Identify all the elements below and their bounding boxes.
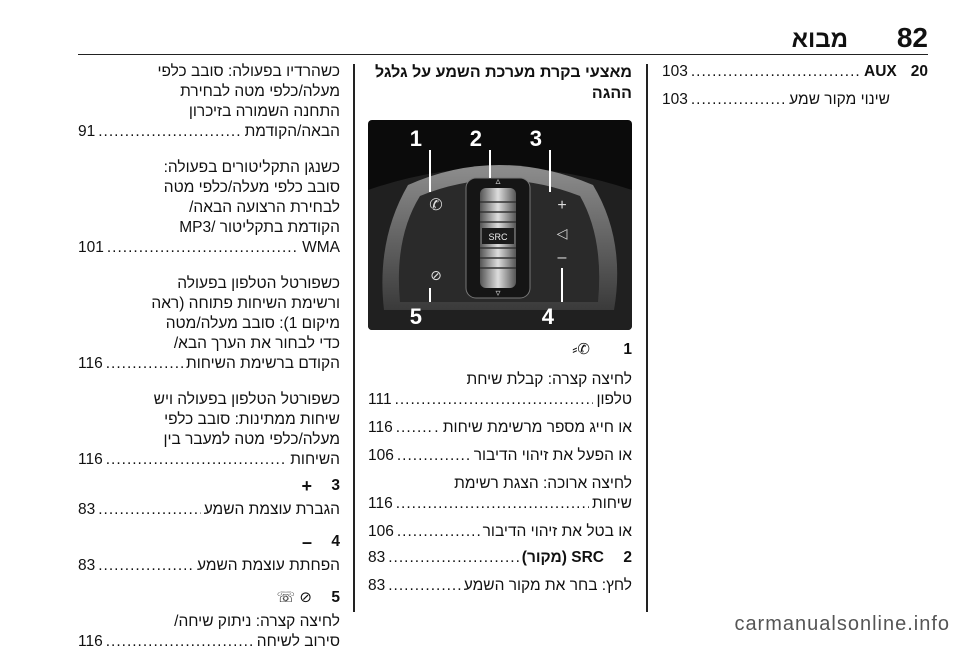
src-label: SRC [488, 232, 508, 242]
volume-icon: ◁ [556, 225, 568, 241]
callout-4: 4 [541, 304, 554, 329]
item-number: 1 [623, 341, 632, 358]
toc-column [662, 62, 928, 110]
column-divider-2 [646, 64, 648, 612]
item-2 [368, 548, 632, 596]
toc-page: 103 [662, 91, 688, 108]
column-divider-1 [353, 64, 355, 612]
item-5 [78, 588, 340, 610]
text-line: או חייג מספר מרשימת שיחות . ..... 116 [368, 418, 632, 438]
radio-block: כשהרדיו בפעולה: סובב כלפי מעלה/כלפי מטה לבחירת התחנה השמורה בזיכרון הבאה/הקודמת ..... 91 [78, 62, 340, 142]
minus-icon: – [301, 532, 312, 552]
text-line: לחץ: בחר את מקור השמע ..... 83 [368, 576, 632, 596]
item-number: 2 [623, 549, 632, 566]
section-title: מאצעי בקרת מערכת השמע על גלגל ההגה [374, 64, 632, 102]
text-line: או הפעל את זיהוי הדיבור ..... 106 [368, 446, 632, 466]
toc-num: 20 [910, 63, 928, 80]
item-number: 3 [331, 477, 340, 494]
cd-player-block: כשנגן התקליטורים בפעולה: סובב כלפי מעלה/כלפי מטה לבחירת הרצועה הבאה/ הקודמת בתקליטור /MP3 WMA ..... 101 [78, 158, 340, 258]
text-line: שיחות ..... 116 [368, 494, 632, 514]
phone-list-block: כשפורטל הטלפון בפעולה ורשימת השיחות פתוחה (ראה מיקום 1): סובב מעלה/מטה כדי לבחור את הערך הבא/ הקודם ברשימת השיחות ..... 116 [78, 274, 340, 374]
page-header [78, 14, 928, 55]
callout-3: 3 [529, 126, 542, 151]
hangup-icon: ☏ [276, 589, 296, 606]
toc-label: AUX [864, 63, 897, 80]
toc-label: שינוי מקור שמע [789, 91, 890, 108]
phone-voice-icon: ✆ [429, 197, 443, 214]
text-line: לחיצה ארוכה: הצגת רשימת [454, 475, 632, 492]
text-line: לחיצה קצרה: קבלת שיחת [466, 371, 632, 388]
mute-icon: ⊘ [299, 589, 312, 606]
jog-wheel-column: כשהרדיו בפעולה: סובב כלפי מעלה/כלפי מטה לבחירת התחנה השמורה בזיכרון הבאה/הקודמת ..... 91 כשנגן התקליטורים בפעולה: סובב כלפי מעלה/כלפי מטה לבחירת הרצועה הבאה/ הקודמת בתקליטור /MP3 WMA ..... 101 כשפורטל הטלפון בפעולה ורשימת השיחות פתוחה (ראה מיקום 1): סובב מעלה/מטה כדי לבחור את הערך הבא/ הקודם ברשימת השיחות ..... 116 כשפורטל הטלפון בפעולה ויש שיחות ממתינות: סובב כלפי מעלה/כלפי מטה למעבר בין השיחות ..... 116 3 + הגברת עוצמת השמע ..... 83 4 – הפחתת עוצמת השמע ..... 83 5 ⊘ ☏ לחיצה קצרה: ניתוק שיחה/ סירוב לשיחה ..... 116 [78, 62, 340, 652]
reject-call-line: סירוב לשיחה ..... 116 [78, 632, 340, 652]
controls-illustration [368, 120, 632, 330]
chapter-title: מבוא [791, 26, 848, 53]
watermark: carmanualsonline.info [734, 613, 950, 635]
waiting-calls-block: כשפורטל הטלפון בפעולה ויש שיחות ממתינות: סובב כלפי מעלה/כלפי מטה למעבר בין השיחות ..... 116 [78, 390, 340, 470]
callout-2: 2 [469, 126, 482, 151]
page-number: 82 [896, 22, 928, 53]
mute-icon: ⊘ [430, 267, 442, 283]
toc-entry-aux[interactable] [662, 62, 928, 82]
item-number: 4 [331, 533, 340, 550]
down-arrow-icon: ▿ [495, 288, 501, 299]
toc-page: 103 [662, 63, 688, 80]
item-number: 5 [331, 589, 340, 606]
plus-icon: + [301, 476, 312, 496]
text-line: SRC (מקור) ..... 83 [368, 548, 632, 568]
up-arrow-icon: ▵ [495, 176, 501, 187]
plus-icon: + [557, 197, 567, 214]
minus-icon: – [557, 249, 567, 266]
item-3 [78, 476, 340, 498]
steering-wheel-controls-photo [368, 120, 632, 330]
text-line: או בטל את זיהוי הדיבור ..... 106 [368, 522, 632, 542]
toc-entry-change-source[interactable] [662, 90, 928, 110]
steering-controls-column [368, 62, 632, 596]
volume-down-line: הפחתת עוצמת השמע ..... 83 [78, 556, 340, 576]
phone-voice-icon: ✆⸗ [572, 341, 590, 358]
callout-1: 1 [409, 126, 422, 151]
text-line: טלפון ..... 111 [368, 390, 632, 410]
volume-up-line: הגברת עוצמת השמע ..... 83 [78, 500, 340, 520]
item-4 [78, 532, 340, 554]
callout-5: 5 [409, 304, 422, 329]
item-1 [368, 340, 632, 542]
